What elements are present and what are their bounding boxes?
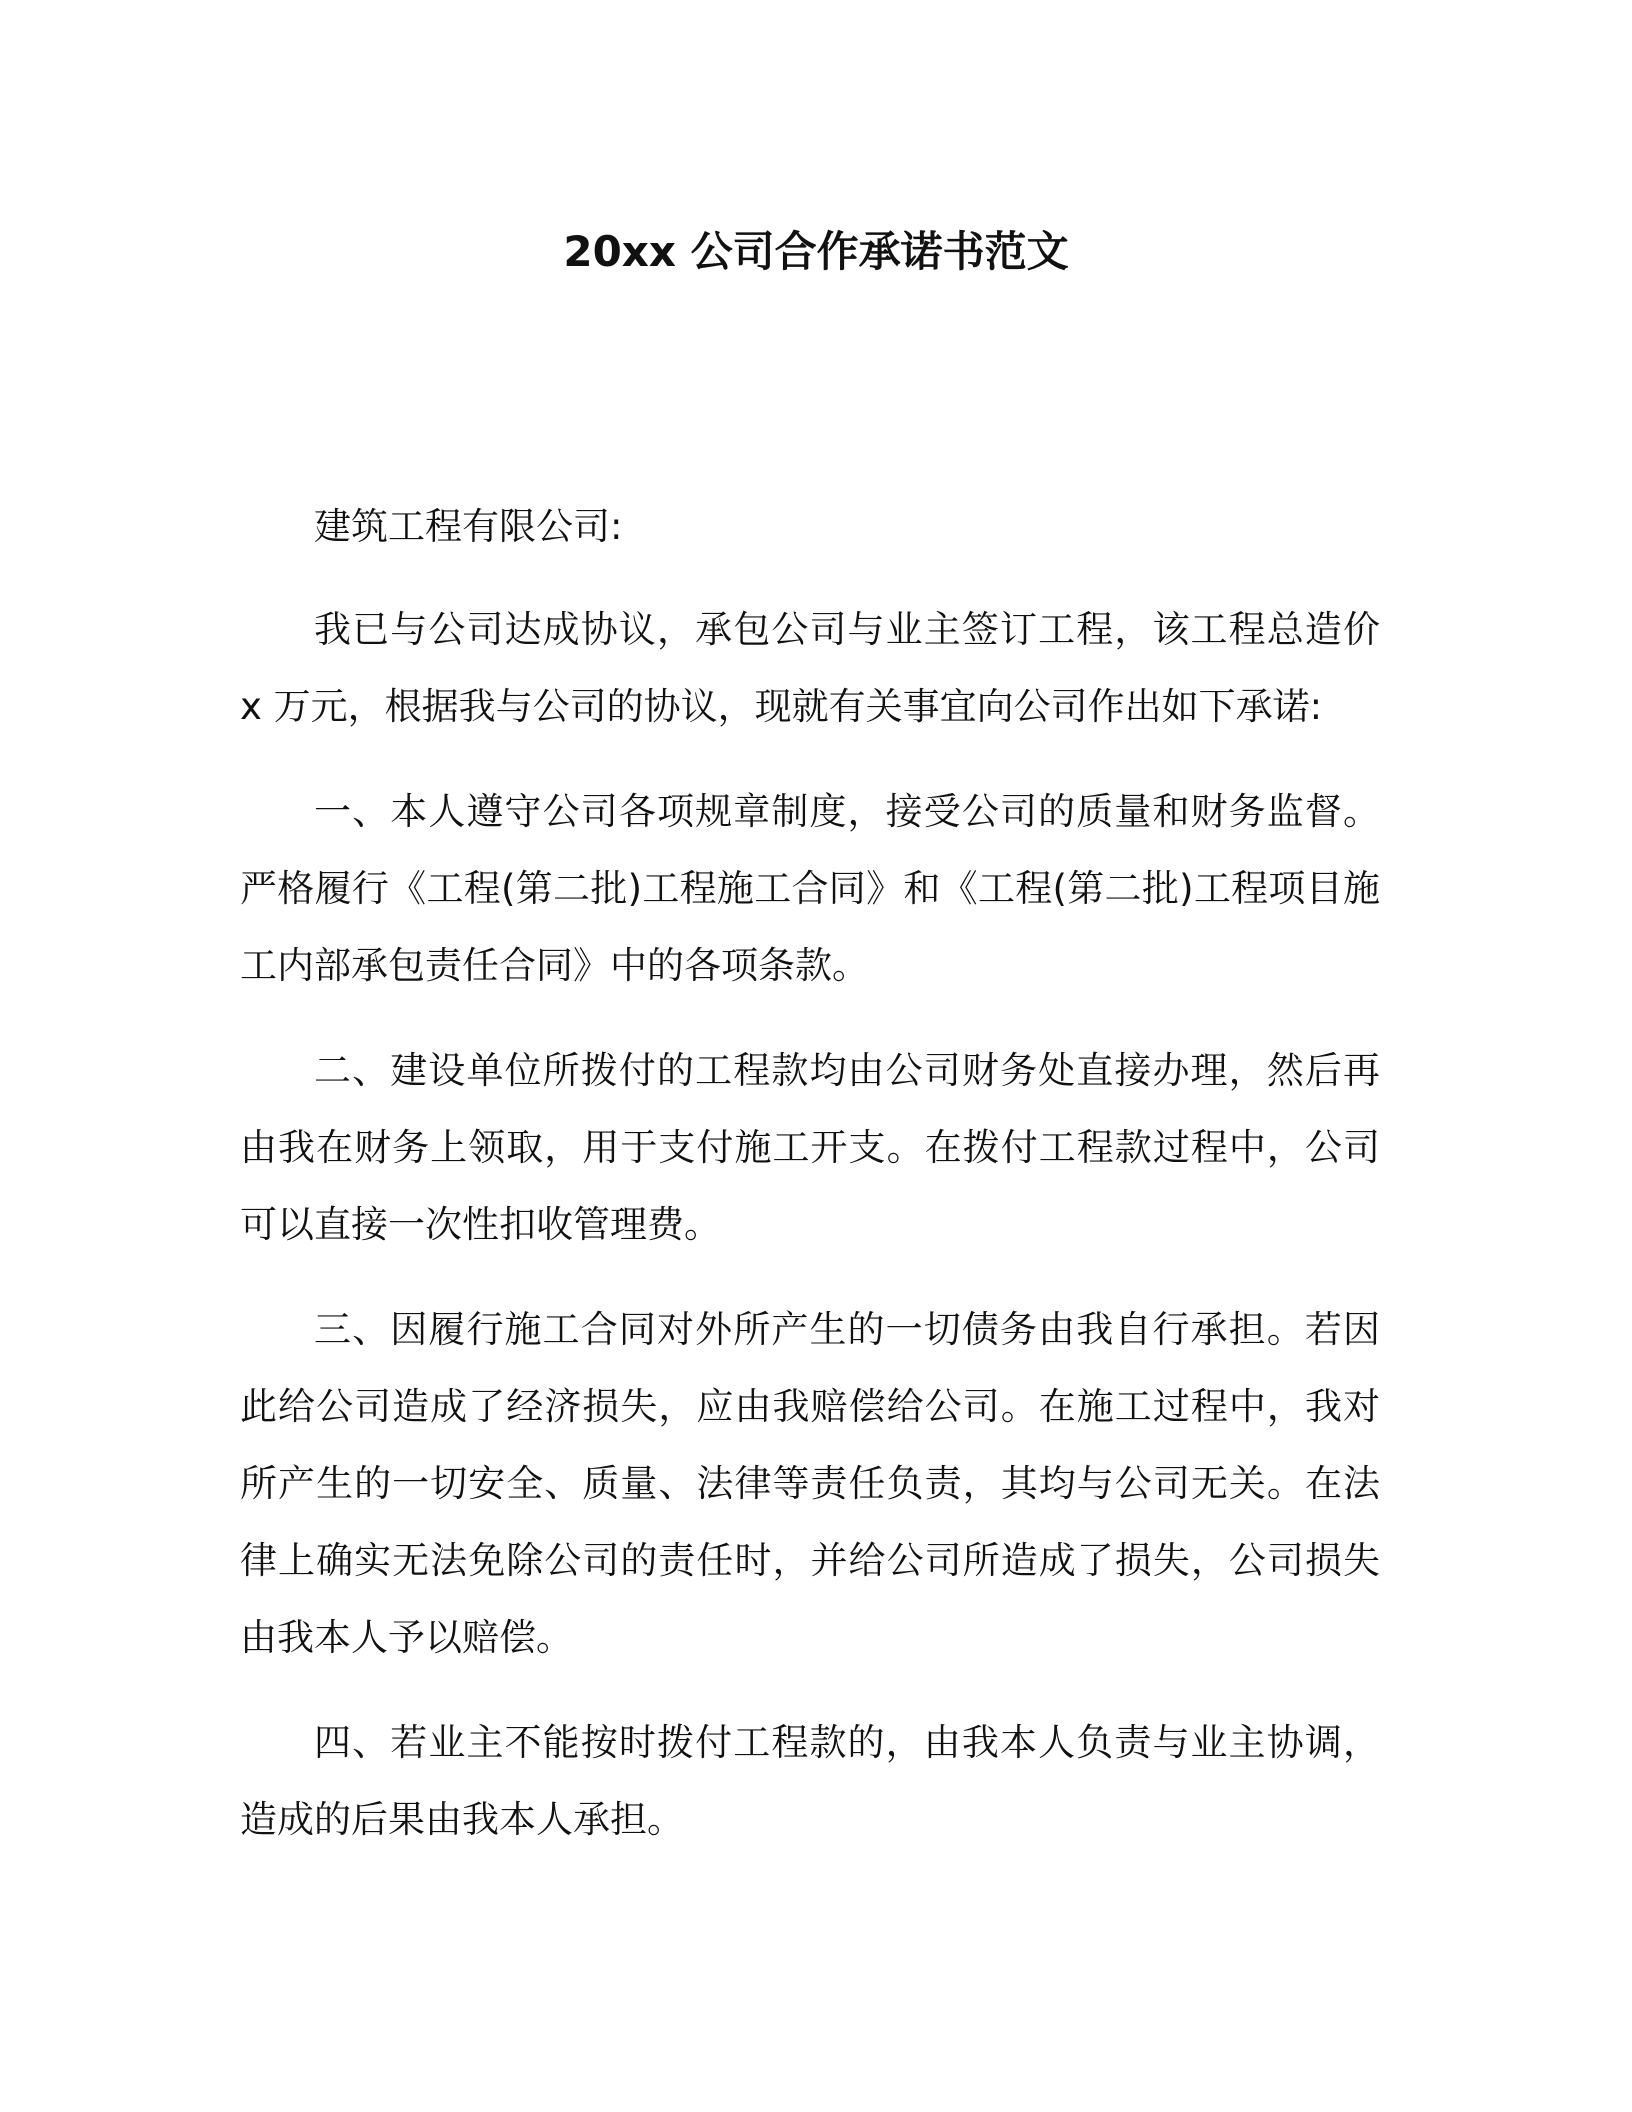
paragraph-clause-4: 四、若业主不能按时拨付工程款的，由我本人负责与业主协调，造成的后果由我本人承担。 (240, 1721, 1380, 1841)
paragraph-clause-2: 二、建设单位所拨付的工程款均由公司财务处直接办理，然后再由我在财务上领取，用于支付施工开支。在拨付工程款过程中，公司可以直接一次性扣收管理费。 (240, 1049, 1380, 1246)
document-body (240, 488, 1380, 1886)
paragraph-clause-1: 一、本人遵守公司各项规章制度，接受公司的质量和财务监督。严格履行《工程(第二批)工程施工合同》和《工程(第二批)工程项目施工内部承包责任合同》中的各项条款。 (240, 790, 1380, 987)
paragraph-intro: 我已与公司达成协议，承包公司与业主签订工程，该工程总造价 x 万元，根据我与公司的协议，现就有关事宜向公司作出如下承诺: (240, 608, 1380, 728)
addressee-line: 建筑工程有限公司: (314, 505, 623, 548)
paragraph-clause-3: 三、因履行施工合同对外所产生的一切债务由我自行承担。若因此给公司造成了经济损失，应由我赔偿给公司。在施工过程中，我对所产生的一切安全、质量、法律等责任负责，其均与公司无关。在法律上确实无法免除公司的责任时，并给公司所造成了损失，公司损失由我本人予以赔偿。 (240, 1308, 1380, 1659)
document-title: 20xx 公司合作承诺书范文 (563, 227, 1069, 276)
